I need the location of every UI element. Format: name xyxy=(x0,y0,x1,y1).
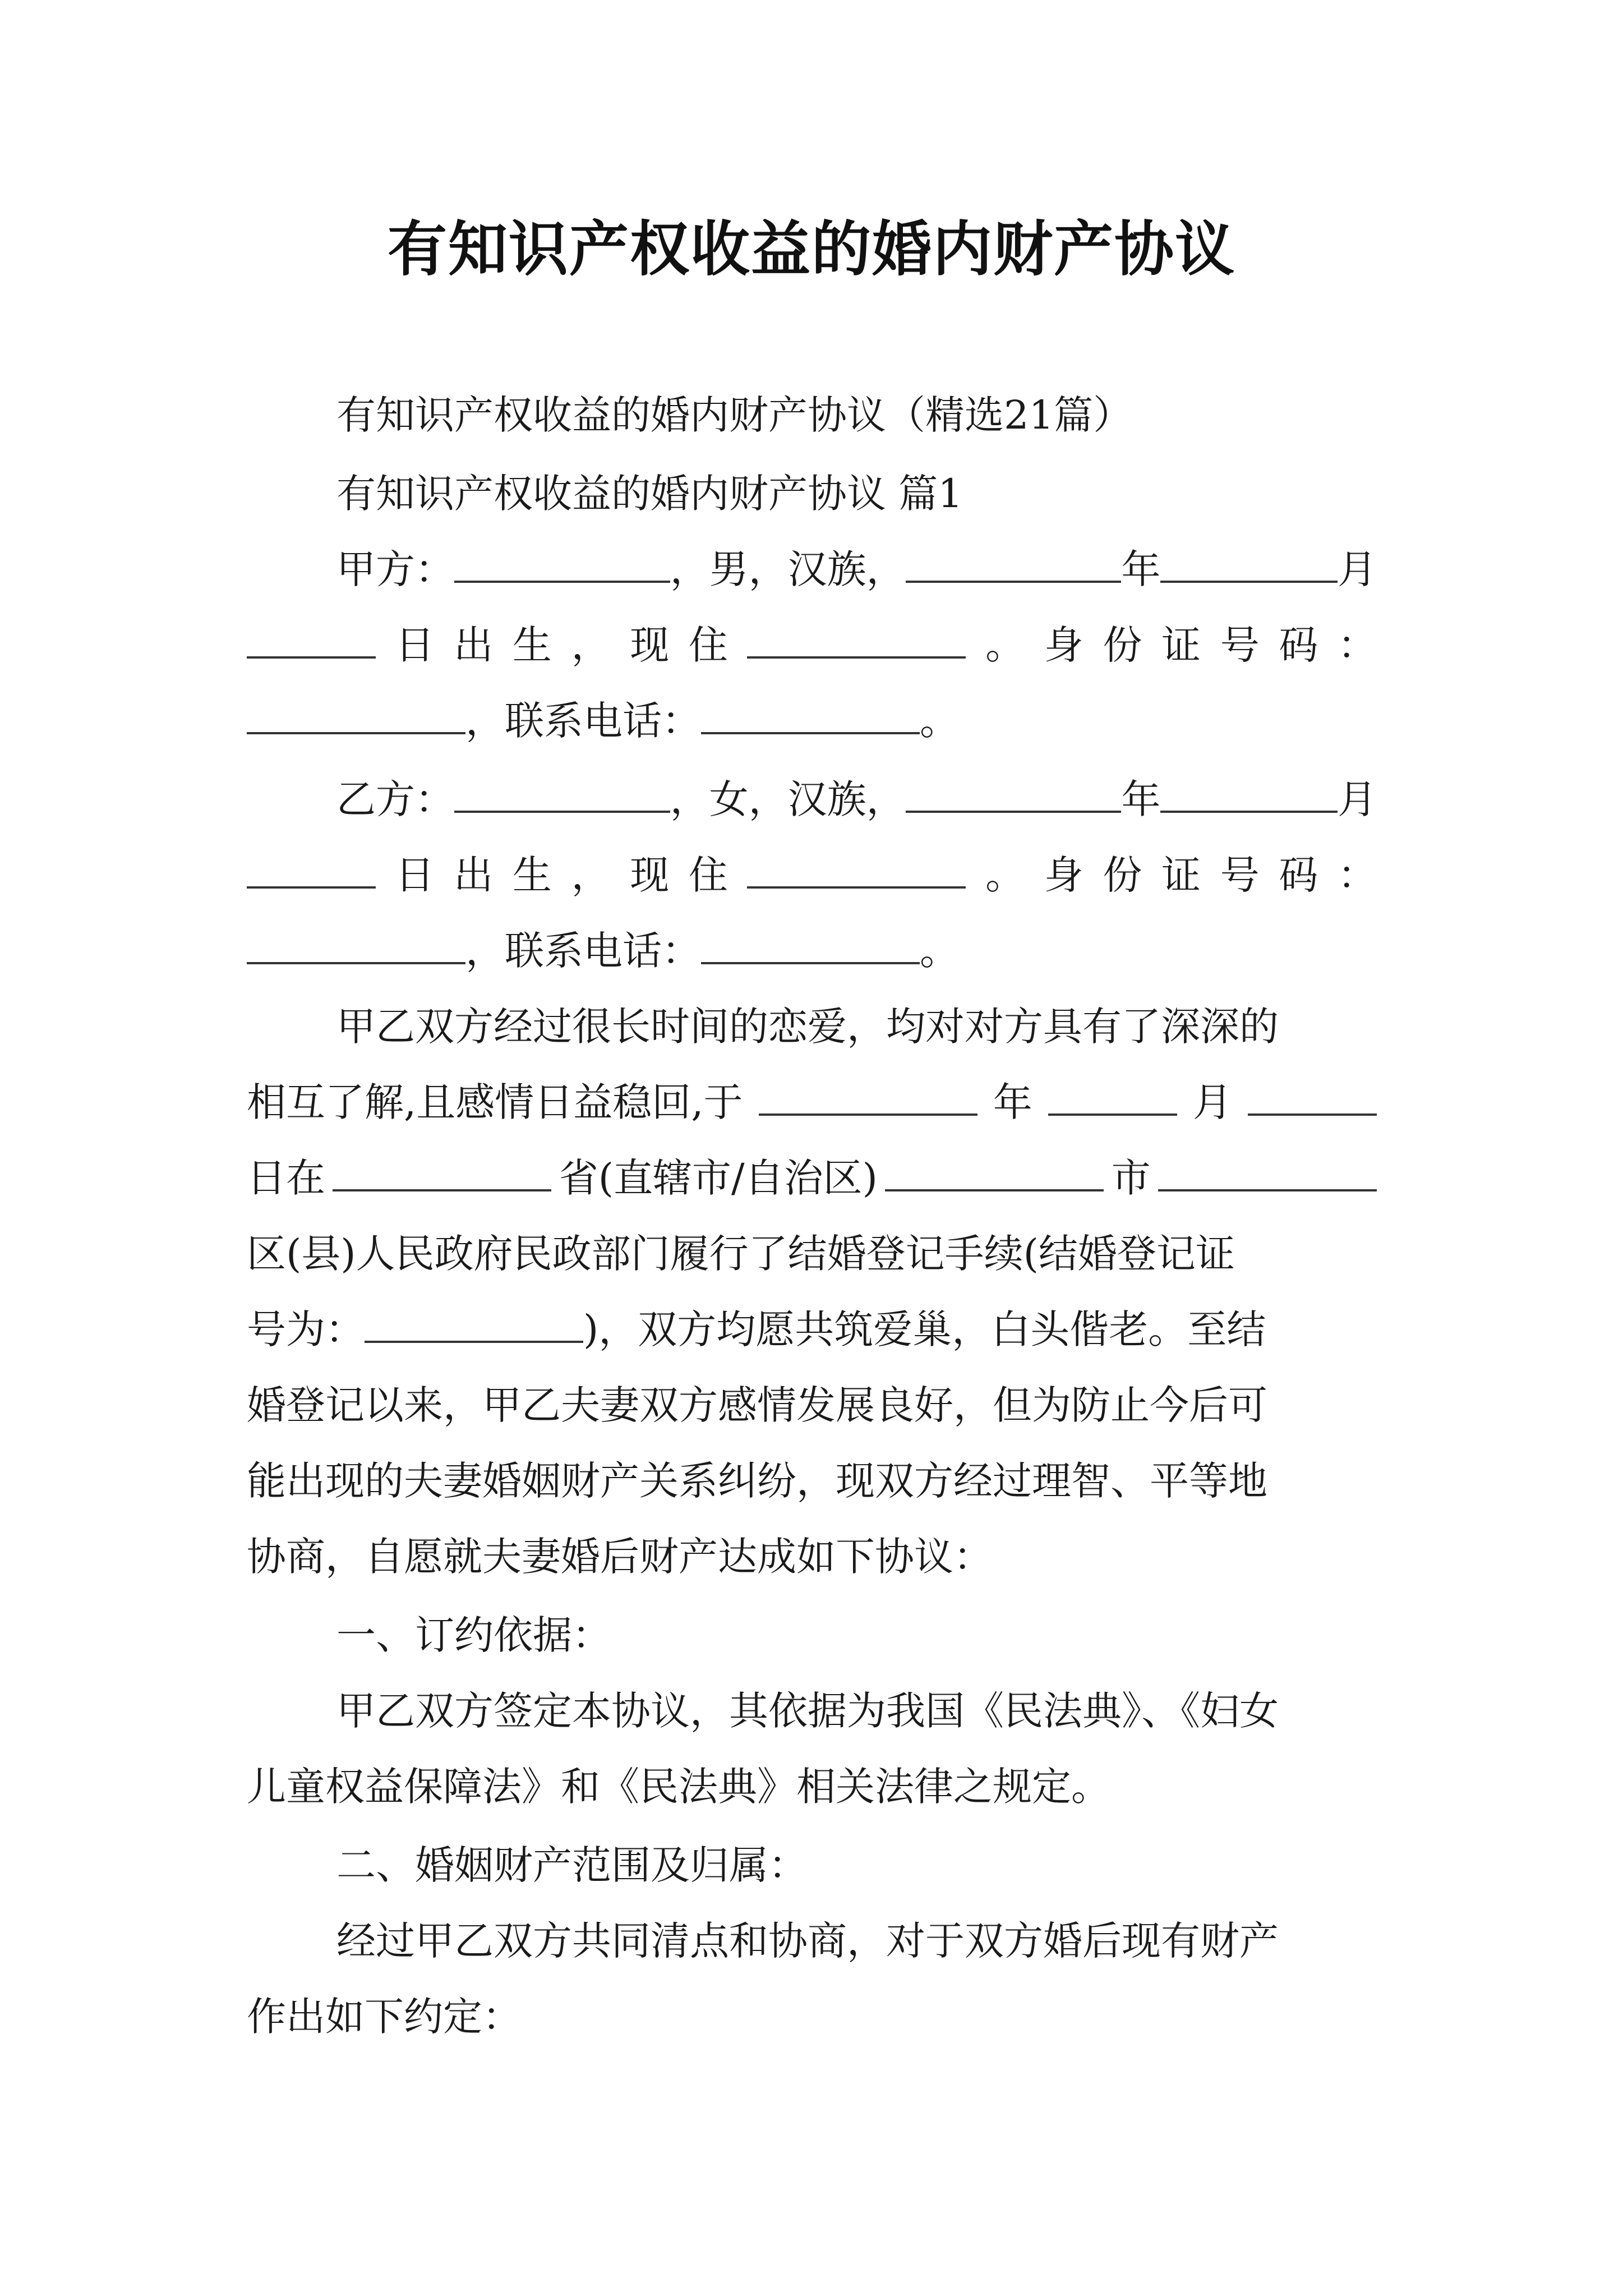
party-b-char: ： xyxy=(1337,852,1377,898)
party-a-char: 证 xyxy=(1161,622,1201,668)
party-b-char: 身 xyxy=(1044,852,1083,898)
body-line: 能出现的夫妻婚姻财产关系纠纷，现双方经过理智、平等地 xyxy=(247,1458,1267,1504)
body-text: 号为： xyxy=(247,1306,365,1352)
party-b-address-blank xyxy=(747,847,966,889)
party-b-day-blank xyxy=(247,847,376,889)
section-heading: 一、订约依据： xyxy=(336,1612,611,1658)
party-b-char: 现 xyxy=(630,852,670,898)
party-b-char: 出 xyxy=(454,852,494,898)
party-a-char: 号 xyxy=(1220,622,1260,668)
party-b-line-3 xyxy=(247,923,1377,979)
party-a-year-blank xyxy=(906,541,1122,583)
party-b-line-1 xyxy=(336,771,1377,827)
party-b-char: 码 xyxy=(1279,852,1318,898)
party-b-char: 份 xyxy=(1103,852,1142,898)
party-a-line-2 xyxy=(247,617,1377,673)
party-b-char: 生 xyxy=(512,852,552,898)
document-subtitle: 有知识产权收益的婚内财产协议（精选21篇） xyxy=(336,392,1133,438)
body-line: 婚登记以来，甲乙夫妻双方感情发展良好，但为防止今后可 xyxy=(247,1382,1267,1428)
body-line: 作出如下约定： xyxy=(247,1994,522,2040)
body-line: 经过甲乙双方共同清点和协商，对于双方婚后现有财产 xyxy=(336,1918,1279,1964)
party-b-char: 住 xyxy=(688,852,728,898)
marriage-day-blank xyxy=(1248,1074,1377,1116)
body-text: 市 xyxy=(1111,1155,1151,1201)
party-a-year-label: 年 xyxy=(1121,546,1161,592)
party-a-phone-label: ，联系电话： xyxy=(465,698,701,744)
body-line-date xyxy=(247,1074,1377,1130)
body-text: 日在 xyxy=(247,1155,325,1201)
party-b-name-blank xyxy=(454,771,670,813)
party-a-id-blank xyxy=(247,693,465,734)
party-b-month-blank xyxy=(1160,771,1338,813)
party-b-year-label: 年 xyxy=(1121,776,1161,822)
body-text: 月 xyxy=(1192,1079,1232,1125)
province-blank xyxy=(333,1150,551,1191)
party-a-char: ： xyxy=(1337,622,1377,668)
district-blank xyxy=(1158,1150,1377,1191)
city-blank xyxy=(885,1150,1104,1191)
party-a-char: 出 xyxy=(454,622,494,668)
party-a-line-3 xyxy=(247,693,1377,749)
party-a-address-blank xyxy=(747,617,966,659)
party-a-char: 。 xyxy=(985,622,1025,668)
body-line-cert xyxy=(247,1301,1377,1358)
party-b-line-2 xyxy=(247,847,1377,903)
body-line: 甲乙双方经过很长时间的恋爱，均对对方具有了深深的 xyxy=(336,1004,1279,1050)
section-heading: 二、婚姻财产范围及归属： xyxy=(336,1842,808,1888)
party-b-gender: ，女，汉族， xyxy=(670,776,906,822)
body-text: )，双方均愿共筑爱巢，白头偕老。至结 xyxy=(583,1306,1266,1352)
party-b-char: 证 xyxy=(1161,852,1201,898)
body-text: 年 xyxy=(993,1079,1032,1125)
party-a-char: 现 xyxy=(630,622,670,668)
party-a-char: 住 xyxy=(688,622,728,668)
body-line: 甲乙双方签定本协议，其依据为我国《民法典》、《妇女 xyxy=(336,1688,1279,1734)
certificate-number-blank xyxy=(365,1301,583,1343)
party-a-name-blank xyxy=(454,541,670,583)
party-a-line-end: 。 xyxy=(920,698,959,744)
party-b-phone-blank xyxy=(701,923,920,964)
party-a-label: 甲方： xyxy=(336,546,454,592)
party-a-char: 份 xyxy=(1103,622,1142,668)
body-text: 相互了解,且感情日益稳回,于 xyxy=(247,1079,743,1125)
party-b-label: 乙方： xyxy=(336,776,454,822)
body-line: 协商，自愿就夫妻婚后财产达成如下协议： xyxy=(247,1534,993,1580)
party-b-month-label: 月 xyxy=(1338,776,1377,822)
party-a-char: 身 xyxy=(1044,622,1083,668)
party-b-line-end: 。 xyxy=(920,928,959,974)
body-line: 儿童权益保障法》和《民法典》相关法律之规定。 xyxy=(247,1764,1110,1810)
document-title: 有知识产权收益的婚内财产协议 xyxy=(388,215,1235,284)
party-b-year-blank xyxy=(906,771,1122,813)
party-b-char: 号 xyxy=(1220,852,1260,898)
chapter-heading: 有知识产权收益的婚内财产协议 篇1 xyxy=(336,471,963,517)
party-a-day-blank xyxy=(247,617,376,659)
party-a-char: 码 xyxy=(1279,622,1318,668)
party-a-month-label: 月 xyxy=(1338,546,1377,592)
party-b-phone-label: ，联系电话： xyxy=(465,928,701,974)
party-a-phone-blank xyxy=(701,693,920,734)
party-b-char: 。 xyxy=(985,852,1025,898)
body-text: 省(直辖市/自治区) xyxy=(559,1155,878,1201)
body-line: 区(县)人民政府民政部门履行了结婚登记手续(结婚登记证 xyxy=(247,1231,1235,1277)
marriage-year-blank xyxy=(759,1074,978,1116)
party-a-char: ， xyxy=(571,622,611,668)
party-a-line-1 xyxy=(336,541,1377,597)
body-line-place xyxy=(247,1150,1377,1206)
party-a-char: 日 xyxy=(395,622,435,668)
marriage-month-blank xyxy=(1048,1074,1177,1116)
party-a-month-blank xyxy=(1160,541,1338,583)
party-a-char: 生 xyxy=(512,622,552,668)
party-b-char: ， xyxy=(571,852,611,898)
party-b-char: 日 xyxy=(395,852,435,898)
party-a-gender: ，男，汉族， xyxy=(670,546,906,592)
party-b-id-blank xyxy=(247,923,465,964)
